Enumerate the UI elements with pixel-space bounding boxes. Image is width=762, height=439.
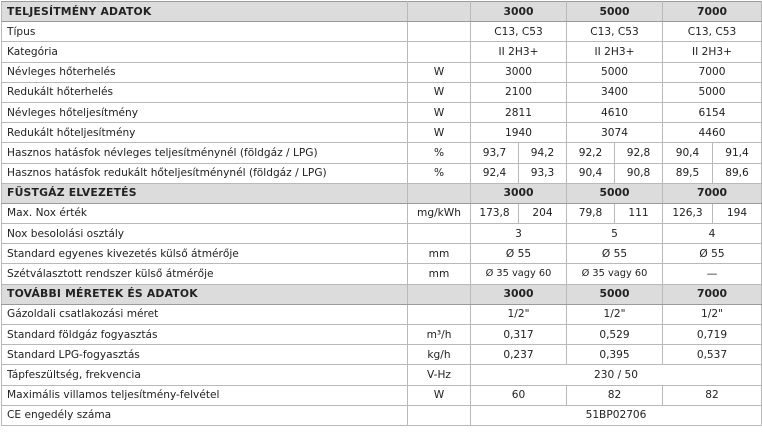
row-label: Max. Nox érték — [2, 203, 408, 223]
value-natural-gas: 79,8 — [567, 203, 615, 223]
value-lpg: 194 — [713, 203, 762, 223]
row-unit — [408, 304, 471, 324]
value-lpg: 94,2 — [519, 143, 567, 163]
model-value: 3074 — [567, 123, 663, 143]
model-value: Ø 55 — [567, 244, 663, 264]
row-label: CE engedély száma — [2, 405, 408, 425]
model-value: 0,317 — [471, 325, 567, 345]
model-value: 1/2" — [567, 304, 663, 324]
model-value: 1/2" — [471, 304, 567, 324]
row-label: Standard LPG-fogyasztás — [2, 345, 408, 365]
model-value: 4 — [663, 224, 762, 244]
row-value-span: 230 / 50 — [471, 365, 762, 385]
model-value: 60 — [471, 385, 567, 405]
model-value: Ø 35 vagy 60 — [471, 264, 567, 284]
row-unit: kg/h — [408, 345, 471, 365]
model-value: 5 — [567, 224, 663, 244]
row-unit — [408, 22, 471, 42]
value-lpg: 90,8 — [615, 163, 663, 183]
section-title: TOVÁBBI MÉRETEK ÉS ADATOK — [2, 284, 408, 304]
section-header — [2, 183, 762, 203]
value-natural-gas: 126,3 — [663, 203, 713, 223]
table-row — [2, 22, 762, 42]
model-value: 1/2" — [663, 304, 762, 324]
value-natural-gas: 89,5 — [663, 163, 713, 183]
section-unit-cell — [408, 284, 471, 304]
model-value: 3000 — [471, 62, 567, 82]
row-unit: mm — [408, 244, 471, 264]
row-unit: mm — [408, 264, 471, 284]
model-value: II 2H3+ — [471, 42, 567, 62]
model-value: 4610 — [567, 102, 663, 122]
value-natural-gas: 92,4 — [471, 163, 519, 183]
row-label: Gázoldali csatlakozási méret — [2, 304, 408, 324]
model-value: C13, C53 — [471, 22, 567, 42]
model-value: Ø 35 vagy 60 — [567, 264, 663, 284]
row-label: Hasznos hatásfok névleges teljesítménynél (földgáz / LPG) — [2, 143, 408, 163]
row-unit — [408, 42, 471, 62]
row-unit: % — [408, 143, 471, 163]
model-value: 0,529 — [567, 325, 663, 345]
row-label: Standard egyenes kivezetés külső átmérője — [2, 244, 408, 264]
model-value: 0,537 — [663, 345, 762, 365]
table-row — [2, 365, 762, 385]
value-natural-gas: 90,4 — [663, 143, 713, 163]
row-label: Nox besololási osztály — [2, 224, 408, 244]
model-value: Ø 55 — [663, 244, 762, 264]
table-row — [2, 123, 762, 143]
model-value: — — [663, 264, 762, 284]
model-value: C13, C53 — [663, 22, 762, 42]
section-unit-cell — [408, 2, 471, 22]
spec-table — [1, 1, 762, 426]
section-unit-cell — [408, 183, 471, 203]
model-value: 82 — [663, 385, 762, 405]
row-label: Névleges hőterhelés — [2, 62, 408, 82]
section-header — [2, 2, 762, 22]
table-row — [2, 143, 762, 163]
value-lpg: 91,4 — [713, 143, 762, 163]
table-row — [2, 163, 762, 183]
value-natural-gas: 92,2 — [567, 143, 615, 163]
table-row — [2, 102, 762, 122]
model-value: 6154 — [663, 102, 762, 122]
section-header — [2, 284, 762, 304]
section-title: FÜSTGÁZ ELVEZETÉS — [2, 183, 408, 203]
value-lpg: 93,3 — [519, 163, 567, 183]
model-value: 82 — [567, 385, 663, 405]
row-label: Tápfeszültség, frekvencia — [2, 365, 408, 385]
row-unit: W — [408, 102, 471, 122]
row-label: Kategória — [2, 42, 408, 62]
row-unit: W — [408, 62, 471, 82]
model-value: 3400 — [567, 82, 663, 102]
table-row — [2, 62, 762, 82]
table-row — [2, 385, 762, 405]
model-7000-header: 7000 — [663, 284, 762, 304]
table-row — [2, 42, 762, 62]
value-natural-gas: 93,7 — [471, 143, 519, 163]
row-label: Hasznos hatásfok redukált hőteljesítménynél (földgáz / LPG) — [2, 163, 408, 183]
spec-table-body — [2, 2, 762, 426]
model-3000-header: 3000 — [471, 2, 567, 22]
row-unit: m³/h — [408, 325, 471, 345]
model-value: 5000 — [663, 82, 762, 102]
row-label: Névleges hőteljesítmény — [2, 102, 408, 122]
model-value: 0,237 — [471, 345, 567, 365]
row-unit: W — [408, 123, 471, 143]
model-value: II 2H3+ — [663, 42, 762, 62]
table-row — [2, 82, 762, 102]
model-value: Ø 55 — [471, 244, 567, 264]
table-row — [2, 203, 762, 223]
value-lpg: 204 — [519, 203, 567, 223]
row-unit — [408, 224, 471, 244]
table-row — [2, 304, 762, 324]
row-label: Redukált hőterhelés — [2, 82, 408, 102]
model-3000-header: 3000 — [471, 284, 567, 304]
row-unit: mg/kWh — [408, 203, 471, 223]
model-7000-header: 7000 — [663, 2, 762, 22]
row-label: Redukált hőteljesítmény — [2, 123, 408, 143]
value-natural-gas: 90,4 — [567, 163, 615, 183]
row-label: Típus — [2, 22, 408, 42]
model-value: 2811 — [471, 102, 567, 122]
model-value: II 2H3+ — [567, 42, 663, 62]
row-value-span: 51BP02706 — [471, 405, 762, 425]
row-label: Standard földgáz fogyasztás — [2, 325, 408, 345]
model-3000-header: 3000 — [471, 183, 567, 203]
row-unit: W — [408, 385, 471, 405]
row-unit: W — [408, 82, 471, 102]
table-row — [2, 345, 762, 365]
model-5000-header: 5000 — [567, 2, 663, 22]
model-5000-header: 5000 — [567, 284, 663, 304]
model-value: 5000 — [567, 62, 663, 82]
value-lpg: 92,8 — [615, 143, 663, 163]
model-value: 0,395 — [567, 345, 663, 365]
row-label: Szétválasztott rendszer külső átmérője — [2, 264, 408, 284]
model-value: C13, C53 — [567, 22, 663, 42]
row-unit — [408, 405, 471, 425]
table-row — [2, 405, 762, 425]
table-row — [2, 244, 762, 264]
value-lpg: 89,6 — [713, 163, 762, 183]
model-value: 2100 — [471, 82, 567, 102]
row-unit: % — [408, 163, 471, 183]
model-value: 3 — [471, 224, 567, 244]
row-unit: V-Hz — [408, 365, 471, 385]
row-label: Maximális villamos teljesítmény-felvétel — [2, 385, 408, 405]
section-title: TELJESÍTMÉNY ADATOK — [2, 2, 408, 22]
value-lpg: 111 — [615, 203, 663, 223]
table-row — [2, 224, 762, 244]
model-5000-header: 5000 — [567, 183, 663, 203]
model-value: 7000 — [663, 62, 762, 82]
model-7000-header: 7000 — [663, 183, 762, 203]
model-value: 4460 — [663, 123, 762, 143]
value-natural-gas: 173,8 — [471, 203, 519, 223]
table-row — [2, 264, 762, 284]
table-row — [2, 325, 762, 345]
model-value: 1940 — [471, 123, 567, 143]
model-value: 0,719 — [663, 325, 762, 345]
